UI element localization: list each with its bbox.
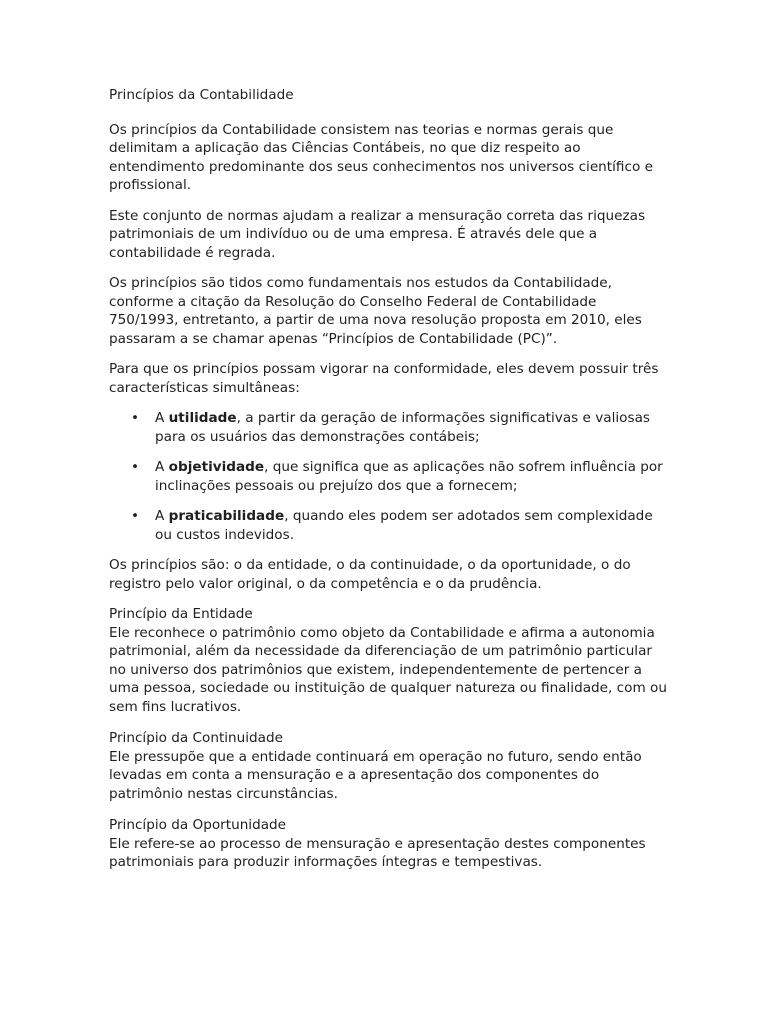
paragraph-summary: Os princípios são: o da entidade, o da continuidade, o da oportunidade, o do registro pelo valor original, o da competência e o da prudência. (109, 557, 631, 592)
paragraph-characteristics: Para que os princípios possam vigorar na conformidade, eles devem possuir três características simultâneas: (109, 361, 659, 396)
paragraph-intro: Os princípios da Contabilidade consistem nas teorias e normas gerais que delimitam a aplicação das Ciências Contábeis, no que diz respeito ao entendimento predominante dos seus conhecimentos nos universos científico e profissional. (109, 121, 653, 193)
list-item-prefix: A (155, 508, 169, 524)
section-oportunidade (109, 816, 668, 872)
list-item-prefix: A (155, 459, 169, 475)
list-item-praticabilidade (109, 507, 668, 544)
section-body: Ele refere-se ao processo de mensuração e apresentação destes componentes patrimoniais para produzir informações íntegras e tempestivas. (109, 835, 646, 870)
list-item-term: utilidade (168, 410, 237, 426)
section-heading: Princípio da Oportunidade (109, 817, 287, 833)
list-item-text: , que significa que as aplicações não sofrem influência por inclinações pessoais ou prejuízo dos que a fornecem; (155, 459, 663, 494)
list-item-term: praticabilidade (168, 508, 285, 524)
section-body: Ele reconhece o patrimônio como objeto da Contabilidade e afirma a autonomia patrimonial, além da necessidade da diferenciação de um patrimônio particular no universo dos patrimônios que existem, independentemente de pertencer a uma pessoa, sociedade ou instituição de qualquer natureza ou finalidade, com ou sem fins lucrativos. (109, 624, 667, 715)
section-entidade (109, 605, 668, 716)
section-heading: Princípio da Entidade (109, 606, 253, 622)
paragraph-norms: Este conjunto de normas ajudam a realizar a mensuração correta das riquezas patrimoniais de um indivíduo ou de uma empresa. É através dele que a contabilidade é regrada. (109, 207, 646, 261)
document-title: Princípios da Contabilidade (109, 87, 294, 103)
list-item-text: , a partir da geração de informações significativas e valiosas para os usuários das demonstrações contábeis; (155, 410, 650, 445)
list-item-prefix: A (155, 410, 169, 426)
section-body: Ele pressupõe que a entidade continuará em operação no futuro, sendo então levadas em conta a mensuração e a apresentação dos componentes do patrimônio nestas circunstâncias. (109, 748, 642, 802)
list-item-objetividade (109, 458, 668, 495)
bullet-icon: • (131, 410, 140, 426)
list-item-utilidade (109, 409, 668, 446)
list-item-term: objetividade (168, 459, 265, 475)
paragraph-fundamentals: Os princípios são tidos como fundamentais nos estudos da Contabilidade, conforme a citação da Resolução do Conselho Federal de Contabilidade 750/1993, entretanto, a partir de uma nova resolução proposta em 2010, eles passaram a se chamar apenas “Princípios de Contabilidade (PC)”. (109, 275, 642, 347)
bullet-icon: • (131, 459, 140, 475)
bullet-icon: • (131, 508, 140, 524)
section-heading: Princípio da Continuidade (109, 730, 284, 746)
section-continuidade (109, 729, 668, 803)
characteristics-list (109, 409, 668, 544)
list-item-text: , quando eles podem ser adotados sem complexidade ou custos indevidos. (155, 508, 653, 543)
